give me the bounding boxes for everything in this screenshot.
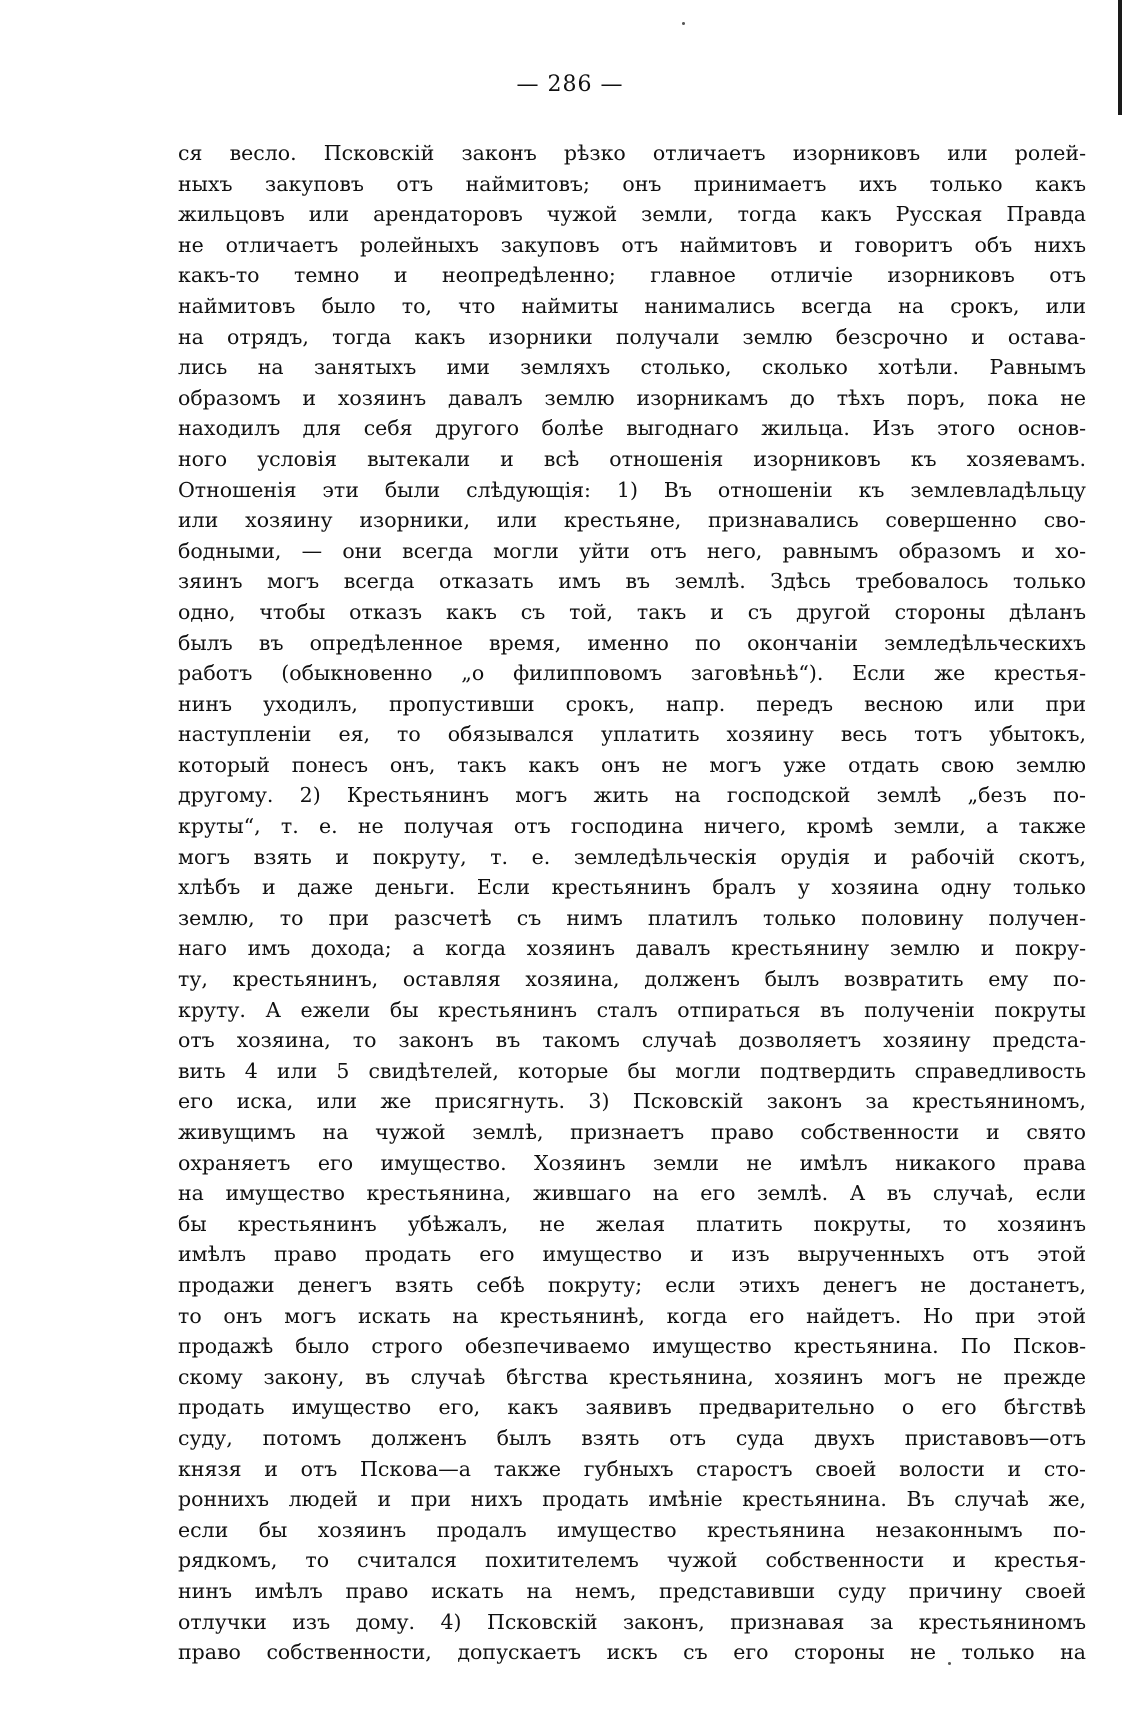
- text-line: живущимъ на чужой землѣ, признаетъ право собственности и свято: [178, 1120, 1086, 1144]
- text-line: бодными, — они всегда могли уйти отъ него, равнымъ образомъ и хо-: [178, 538, 1086, 563]
- text-line: круты“, т. е. не получая отъ господина ничего, кромѣ земли, а также: [178, 814, 1086, 839]
- text-line: какъ-то темно и неопредѣленно; главное отличіе изорниковъ отъ: [178, 263, 1086, 288]
- text-line: нинъ имѣлъ право искать на немъ, представивши суду причину своей: [178, 1578, 1086, 1603]
- text-line: наго имъ дохода; а когда хозяинъ давалъ крестьянину землю и покру-: [178, 936, 1086, 961]
- text-line: нинъ уходилъ, пропустивши срокъ, напр. передъ весною или при: [178, 691, 1086, 716]
- text-line: на имущество крестьянина, жившаго на его землѣ. А въ случаѣ, если: [178, 1181, 1086, 1206]
- page-number: — 286 —: [516, 72, 624, 97]
- text-line: который понесъ онъ, такъ какъ онъ не могъ уже отдать свою землю: [178, 752, 1086, 777]
- text-line: отъ хозяина, то законъ въ такомъ случаѣ дозволяетъ хозяину предста-: [178, 1028, 1086, 1053]
- text-line: другому. 2) Крестьянинъ могъ жить на господской землѣ „безъ по-: [178, 783, 1086, 808]
- scan-edge-line: [1118, 0, 1122, 115]
- text-line: его иска, или же присягнуть. 3) Псковскій законъ за крестьяниномъ,: [178, 1089, 1086, 1114]
- text-line: наймитовъ было то, что наймиты нанимались всегда на срокъ, или: [178, 293, 1086, 318]
- body-text: [178, 138, 1086, 1668]
- text-line: если бы хозяинъ продалъ имущество крестьянина незаконнымъ по-: [178, 1517, 1086, 1542]
- text-line: былъ въ опредѣленное время, именно по окончаніи земледѣльческихъ: [178, 630, 1086, 655]
- text-line: бы крестьянинъ убѣжалъ, не желая платить покруты, то хозяинъ: [178, 1211, 1086, 1236]
- text-line: или хозяину изорники, или крестьяне, признавались совершенно сво-: [178, 508, 1086, 533]
- text-line: зяинъ могъ всегда отказать имъ въ землѣ. Здѣсь требовалось только: [178, 569, 1086, 594]
- scan-speck: [682, 22, 685, 25]
- text-line: Отношенія эти были слѣдующія: 1) Въ отношеніи къ землевладѣльцу: [178, 477, 1086, 502]
- text-line: круту. А ежели бы крестьянинъ сталъ отпираться въ полученіи покруты: [178, 997, 1086, 1022]
- text-line: образомъ и хозяинъ давалъ землю изорникамъ до тѣхъ поръ, пока не: [178, 385, 1086, 410]
- text-line: то онъ могъ искать на крестьянинѣ, когда его найдетъ. Но при этой: [178, 1303, 1086, 1328]
- text-line: князя и отъ Пскова—а также губныхъ старостъ своей волости и сто-: [178, 1456, 1086, 1481]
- text-line: право собственности, допускаетъ искъ съ его стороны не только на: [178, 1640, 1086, 1665]
- text-line: одно, чтобы отказъ какъ съ той, такъ и съ другой стороны дѣланъ: [178, 599, 1086, 624]
- text-line: продажѣ было строго обезпечиваемо имущество крестьянина. По Псков-: [178, 1334, 1086, 1359]
- text-line: продажи денегъ взять себѣ покруту; если этихъ денегъ не достанетъ,: [178, 1272, 1086, 1297]
- text-line: имѣлъ право продать его имущество и изъ вырученныхъ отъ этой: [178, 1242, 1086, 1267]
- text-line: ту, крестьянинъ, оставляя хозяина, долженъ былъ возвратить ему по-: [178, 967, 1086, 992]
- text-line: ныхъ закуповъ отъ наймитовъ; онъ принимаетъ ихъ только какъ: [178, 171, 1086, 196]
- text-line: отлучки изъ дому. 4) Псковскій законъ, признавая за крестьяниномъ: [178, 1609, 1086, 1634]
- text-line: землю, то при разсчетѣ съ нимъ платилъ только половину получен-: [178, 905, 1086, 930]
- text-line: не отличаетъ ролейныхъ закуповъ отъ наймитовъ и говоритъ объ нихъ: [178, 232, 1086, 257]
- text-line: находилъ для себя другого болѣе выгоднаго жильца. Изъ этого основ-: [178, 416, 1086, 441]
- text-line: вить 4 или 5 свидѣтелей, которые бы могли подтвердить справедливость: [178, 1058, 1086, 1083]
- text-line: жильцовъ или арендаторовъ чужой земли, тогда какъ Русская Правда: [178, 202, 1086, 227]
- text-line: могъ взять и покруту, т. е. земледѣльческія орудія и рабочій скотъ,: [178, 844, 1086, 869]
- text-line: охраняетъ его имущество. Хозяинъ земли не имѣлъ никакого права: [178, 1150, 1086, 1175]
- text-line: ного условія вытекали и всѣ отношенія изорниковъ къ хозяевамъ.: [178, 446, 1086, 471]
- text-line: роннихъ людей и при нихъ продать имѣніе крестьянина. Въ случаѣ же,: [178, 1487, 1086, 1512]
- text-line: работъ (обыкновенно „о филипповомъ заговѣньѣ“). Если же крестья-: [178, 661, 1086, 686]
- text-line: на отрядъ, тогда какъ изорники получали землю безсрочно и остава-: [178, 324, 1086, 349]
- text-line: хлѣбъ и даже деньги. Если крестьянинъ бралъ у хозяина одну только: [178, 875, 1086, 900]
- text-line: скому закону, въ случаѣ бѣгства крестьянина, хозяинъ могъ не прежде: [178, 1364, 1086, 1389]
- text-line: рядкомъ, то считался похитителемъ чужой собственности и крестья-: [178, 1548, 1086, 1573]
- text-line: наступленіи ея, то обязывался уплатить хозяину весь тотъ убытокъ,: [178, 722, 1086, 747]
- text-line: ся весло. Псковскій законъ рѣзко отличаетъ изорниковъ или ролей-: [178, 141, 1086, 165]
- text-line: суду, потомъ долженъ былъ взять отъ суда двухъ приставовъ—отъ: [178, 1425, 1086, 1450]
- text-line: продать имущество его, какъ заявивъ предварительно о его бѣгствѣ: [178, 1395, 1086, 1420]
- text-line: лись на занятыхъ ими земляхъ столько, сколько хотѣли. Равнымъ: [178, 355, 1086, 380]
